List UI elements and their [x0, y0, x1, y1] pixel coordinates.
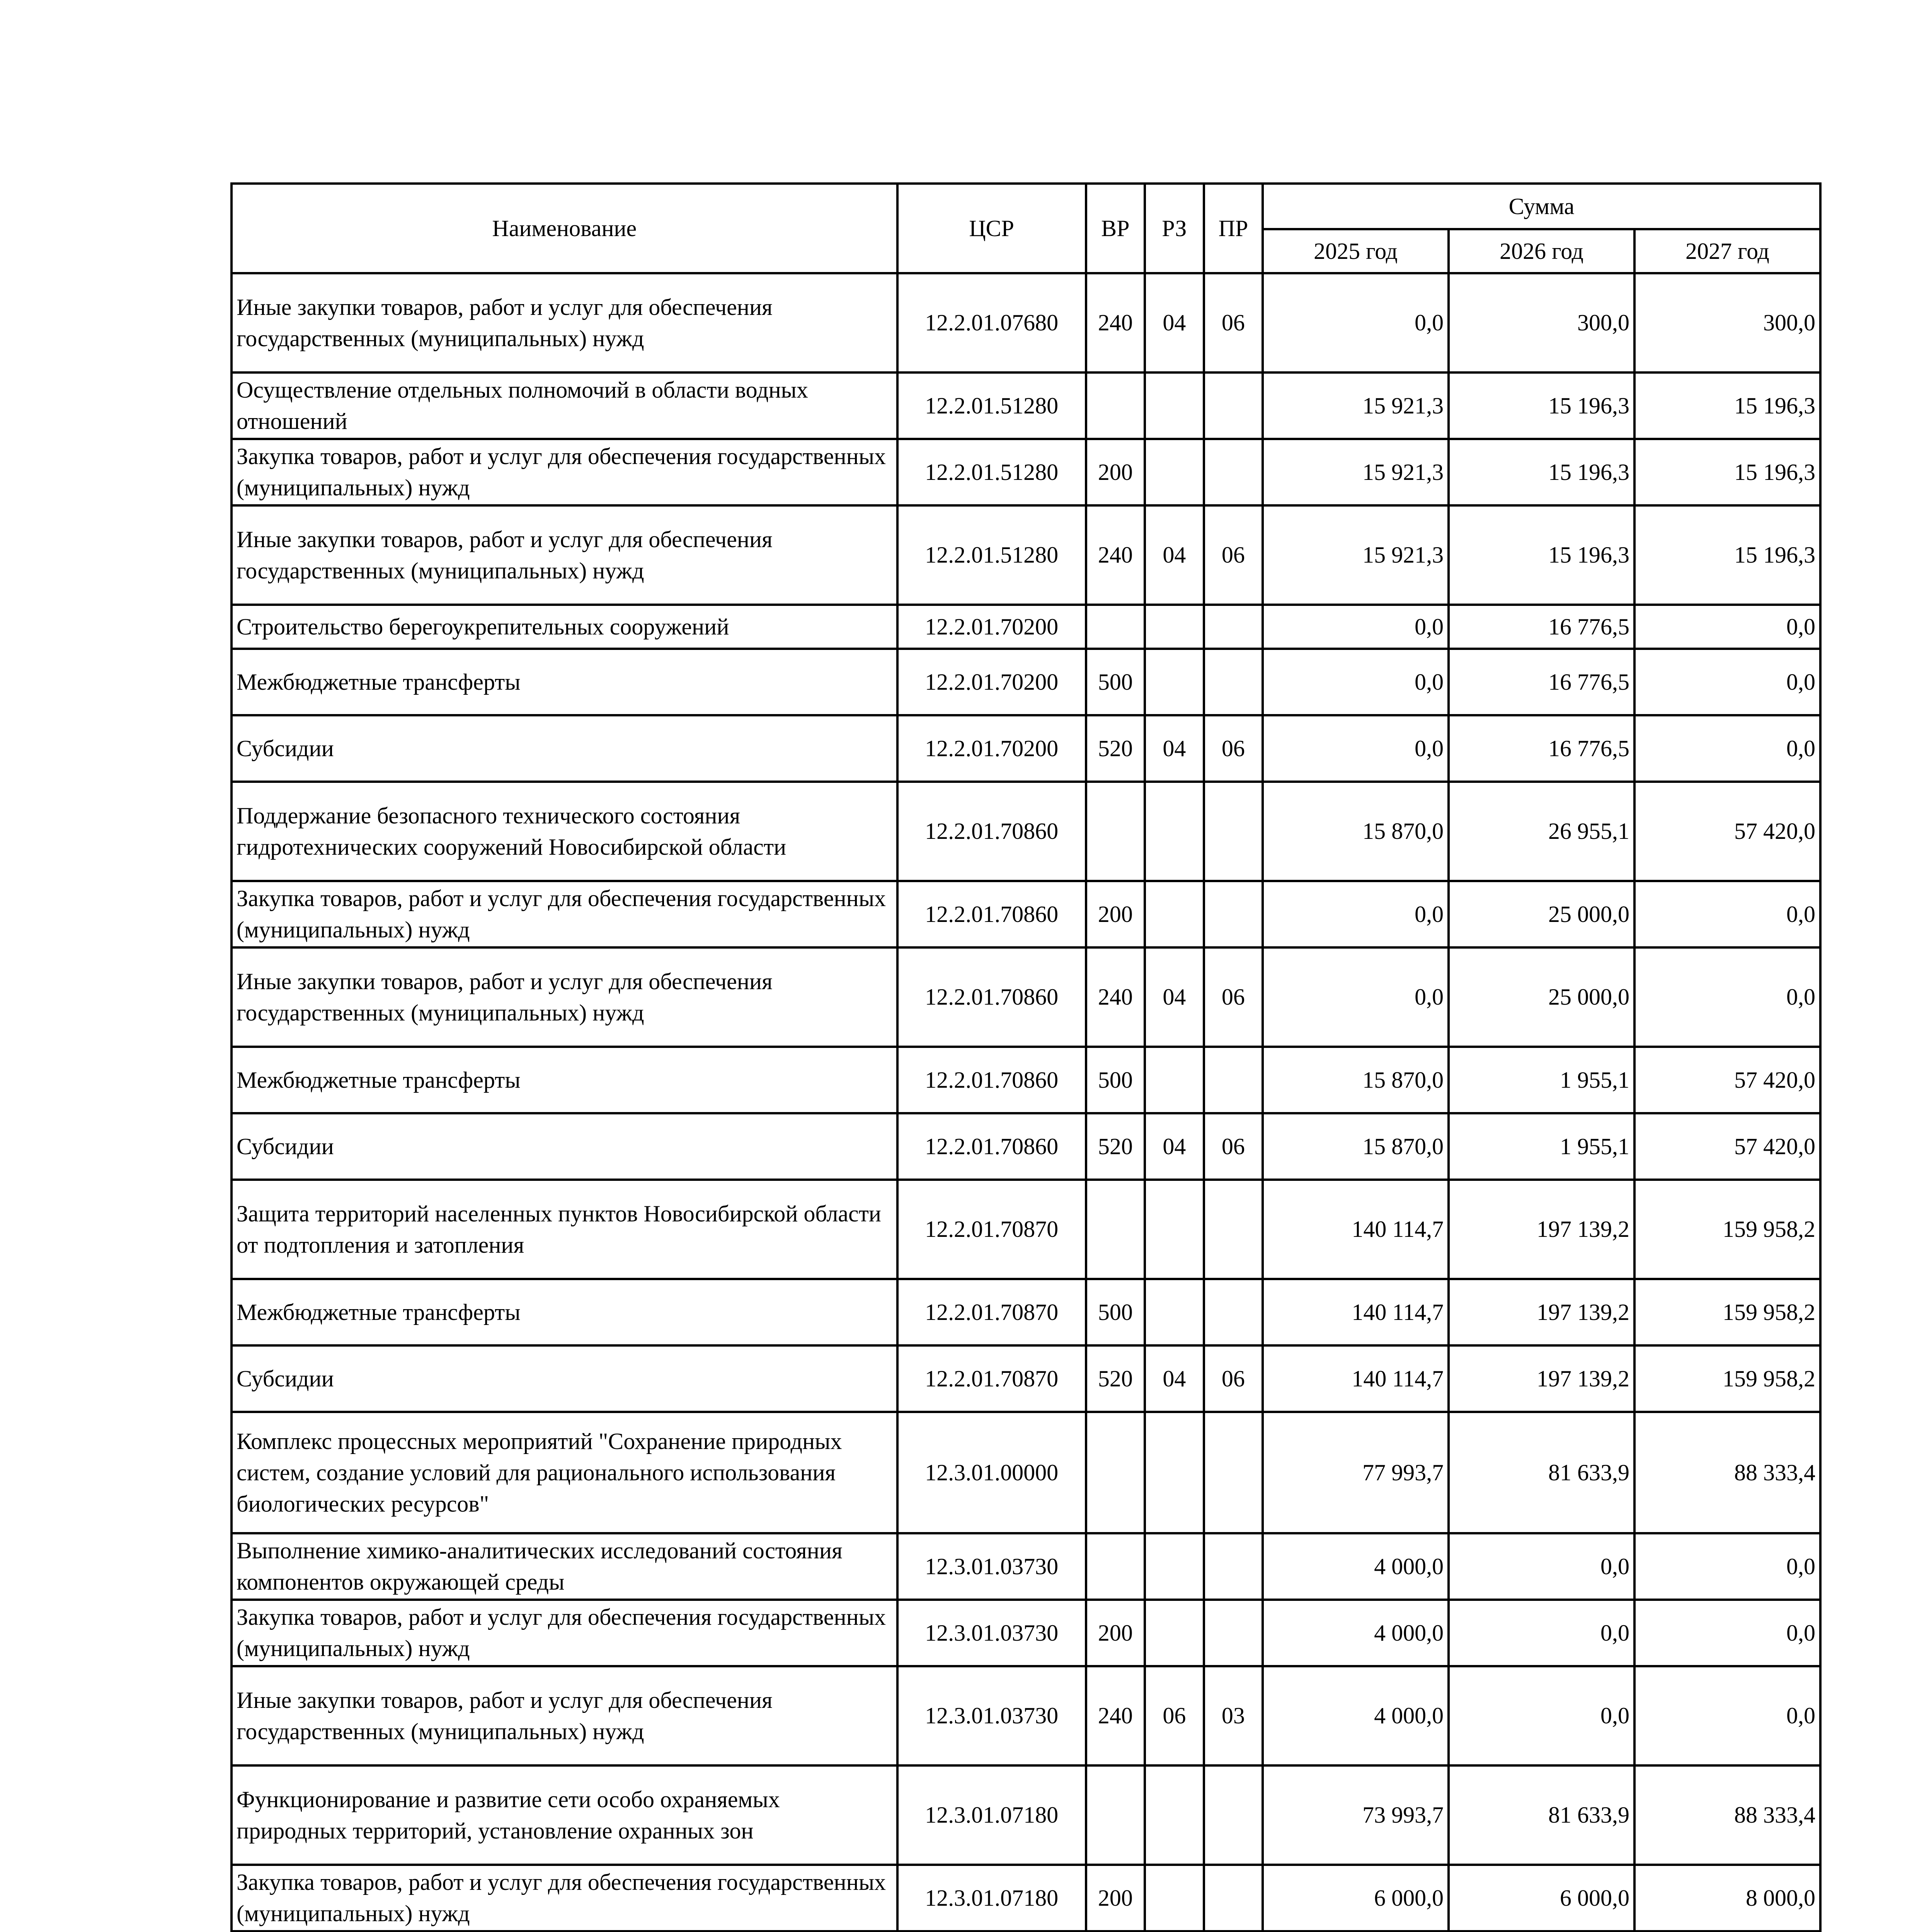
cell-2025: 15 870,0 — [1263, 1113, 1449, 1180]
cell-vr: 500 — [1086, 1047, 1145, 1113]
cell-2026: 81 633,9 — [1449, 1412, 1634, 1533]
cell-2025: 4 000,0 — [1263, 1666, 1449, 1765]
cell-vr — [1086, 1533, 1145, 1600]
cell-pr — [1204, 372, 1263, 439]
cell-vr: 200 — [1086, 881, 1145, 947]
cell-csr: 12.2.01.70200 — [897, 605, 1086, 649]
cell-2026: 197 139,2 — [1449, 1345, 1634, 1412]
cell-rz — [1145, 782, 1204, 881]
cell-csr: 12.2.01.51280 — [897, 372, 1086, 439]
cell-csr: 12.2.01.70860 — [897, 1113, 1086, 1180]
cell-name: Комплекс процессных мероприятий "Сохранение природных систем, создание условий для рационального использования биологических ресурсов" — [232, 1412, 897, 1533]
cell-rz — [1145, 649, 1204, 715]
cell-2025: 0,0 — [1263, 605, 1449, 649]
table-row — [232, 1765, 1820, 1865]
cell-2025: 6 000,0 — [1263, 1865, 1449, 1931]
cell-2027: 15 196,3 — [1634, 372, 1820, 439]
cell-vr — [1086, 1412, 1145, 1533]
table-row — [232, 505, 1820, 605]
cell-pr — [1204, 881, 1263, 947]
cell-csr: 12.3.01.07180 — [897, 1865, 1086, 1931]
cell-vr — [1086, 1765, 1145, 1865]
cell-rz — [1145, 1412, 1204, 1533]
cell-2027: 15 196,3 — [1634, 439, 1820, 505]
cell-vr: 500 — [1086, 1279, 1145, 1345]
cell-2027: 57 420,0 — [1634, 1047, 1820, 1113]
cell-2026: 300,0 — [1449, 273, 1634, 372]
cell-pr: 03 — [1204, 1666, 1263, 1765]
table-row — [232, 1047, 1820, 1113]
cell-name: Иные закупки товаров, работ и услуг для обеспечения государственных (муниципальных) нужд — [232, 1666, 897, 1765]
cell-2025: 15 921,3 — [1263, 505, 1449, 605]
cell-pr — [1204, 782, 1263, 881]
cell-csr: 12.2.01.70860 — [897, 782, 1086, 881]
cell-name: Субсидии — [232, 1113, 897, 1180]
cell-2027: 0,0 — [1634, 947, 1820, 1047]
cell-name: Межбюджетные трансферты — [232, 1279, 897, 1345]
cell-2027: 300,0 — [1634, 273, 1820, 372]
cell-csr: 12.3.01.03730 — [897, 1666, 1086, 1765]
cell-name: Защита территорий населенных пунктов Новосибирской области от подтопления и затопления — [232, 1180, 897, 1279]
cell-2025: 15 870,0 — [1263, 782, 1449, 881]
cell-name: Закупка товаров, работ и услуг для обеспечения государственных (муниципальных) нужд — [232, 881, 897, 947]
cell-vr: 500 — [1086, 649, 1145, 715]
table-row — [232, 1113, 1820, 1180]
cell-csr: 12.2.01.70200 — [897, 649, 1086, 715]
cell-2026: 197 139,2 — [1449, 1279, 1634, 1345]
cell-2027: 159 958,2 — [1634, 1279, 1820, 1345]
cell-rz: 04 — [1145, 715, 1204, 782]
header-csr: ЦСР — [897, 184, 1086, 273]
cell-2027: 0,0 — [1634, 1600, 1820, 1666]
cell-pr — [1204, 1765, 1263, 1865]
cell-rz — [1145, 439, 1204, 505]
cell-vr: 200 — [1086, 439, 1145, 505]
cell-2027: 0,0 — [1634, 1666, 1820, 1765]
cell-name: Иные закупки товаров, работ и услуг для обеспечения государственных (муниципальных) нужд — [232, 505, 897, 605]
cell-csr: 12.2.01.70200 — [897, 715, 1086, 782]
cell-2026: 16 776,5 — [1449, 715, 1634, 782]
cell-2027: 0,0 — [1634, 1533, 1820, 1600]
cell-2027: 0,0 — [1634, 649, 1820, 715]
cell-2025: 4 000,0 — [1263, 1533, 1449, 1600]
header-pr: ПР — [1204, 184, 1263, 273]
cell-rz — [1145, 1865, 1204, 1931]
cell-pr: 06 — [1204, 505, 1263, 605]
cell-2025: 15 921,3 — [1263, 372, 1449, 439]
cell-pr — [1204, 439, 1263, 505]
cell-2027: 8 000,0 — [1634, 1865, 1820, 1931]
cell-rz — [1145, 1533, 1204, 1600]
cell-csr: 12.2.01.70870 — [897, 1180, 1086, 1279]
cell-2027: 159 958,2 — [1634, 1180, 1820, 1279]
cell-rz: 04 — [1145, 1113, 1204, 1180]
cell-rz — [1145, 372, 1204, 439]
cell-csr: 12.2.01.51280 — [897, 439, 1086, 505]
cell-2026: 1 955,1 — [1449, 1047, 1634, 1113]
cell-2026: 0,0 — [1449, 1533, 1634, 1600]
cell-name: Закупка товаров, работ и услуг для обеспечения государственных (муниципальных) нужд — [232, 439, 897, 505]
cell-2026: 0,0 — [1449, 1600, 1634, 1666]
cell-vr: 520 — [1086, 1345, 1145, 1412]
table-row — [232, 947, 1820, 1047]
table-row — [232, 1180, 1820, 1279]
cell-pr: 06 — [1204, 273, 1263, 372]
cell-name: Поддержание безопасного технического состояния гидротехнических сооружений Новосибирской области — [232, 782, 897, 881]
cell-vr: 240 — [1086, 947, 1145, 1047]
header-2026: 2026 год — [1449, 229, 1634, 273]
cell-name: Межбюджетные трансферты — [232, 649, 897, 715]
cell-csr: 12.2.01.70860 — [897, 947, 1086, 1047]
table-row — [232, 881, 1820, 947]
cell-2026: 197 139,2 — [1449, 1180, 1634, 1279]
cell-pr — [1204, 1533, 1263, 1600]
cell-2027: 0,0 — [1634, 715, 1820, 782]
cell-vr — [1086, 372, 1145, 439]
table-row — [232, 605, 1820, 649]
cell-name: Иные закупки товаров, работ и услуг для обеспечения государственных (муниципальных) нужд — [232, 947, 897, 1047]
cell-2026: 15 196,3 — [1449, 372, 1634, 439]
cell-2025: 4 000,0 — [1263, 1600, 1449, 1666]
cell-2027: 57 420,0 — [1634, 1113, 1820, 1180]
cell-2026: 0,0 — [1449, 1666, 1634, 1765]
budget-table — [230, 182, 1822, 1932]
table-row — [232, 782, 1820, 881]
cell-vr — [1086, 1180, 1145, 1279]
cell-2027: 159 958,2 — [1634, 1345, 1820, 1412]
cell-rz — [1145, 881, 1204, 947]
table-row — [232, 1345, 1820, 1412]
cell-2025: 15 921,3 — [1263, 439, 1449, 505]
cell-rz: 04 — [1145, 1345, 1204, 1412]
cell-csr: 12.3.01.03730 — [897, 1533, 1086, 1600]
cell-2025: 0,0 — [1263, 715, 1449, 782]
cell-rz — [1145, 1279, 1204, 1345]
cell-2025: 140 114,7 — [1263, 1279, 1449, 1345]
cell-vr — [1086, 605, 1145, 649]
cell-pr — [1204, 1412, 1263, 1533]
header-rz: РЗ — [1145, 184, 1204, 273]
cell-rz: 04 — [1145, 947, 1204, 1047]
cell-csr: 12.2.01.07680 — [897, 273, 1086, 372]
cell-rz — [1145, 1600, 1204, 1666]
cell-2027: 88 333,4 — [1634, 1765, 1820, 1865]
cell-name: Субсидии — [232, 1345, 897, 1412]
cell-name: Функционирование и развитие сети особо охраняемых природных территорий, установление охранных зон — [232, 1765, 897, 1865]
cell-rz — [1145, 1765, 1204, 1865]
cell-2025: 77 993,7 — [1263, 1412, 1449, 1533]
cell-2026: 15 196,3 — [1449, 439, 1634, 505]
cell-name: Иные закупки товаров, работ и услуг для обеспечения государственных (муниципальных) нужд — [232, 273, 897, 372]
header-2025: 2025 год — [1263, 229, 1449, 273]
cell-2025: 0,0 — [1263, 273, 1449, 372]
cell-pr — [1204, 1180, 1263, 1279]
cell-csr: 12.2.01.70860 — [897, 881, 1086, 947]
cell-csr: 12.3.01.07180 — [897, 1765, 1086, 1865]
table-row — [232, 273, 1820, 372]
cell-2026: 6 000,0 — [1449, 1865, 1634, 1931]
cell-2026: 25 000,0 — [1449, 881, 1634, 947]
cell-2026: 16 776,5 — [1449, 649, 1634, 715]
table-row — [232, 439, 1820, 505]
cell-pr: 06 — [1204, 715, 1263, 782]
cell-csr: 12.2.01.70870 — [897, 1279, 1086, 1345]
table-row — [232, 1533, 1820, 1600]
table-body — [232, 273, 1820, 1932]
cell-2026: 15 196,3 — [1449, 505, 1634, 605]
cell-name: Строительство берегоукрепительных сооружений — [232, 605, 897, 649]
cell-2027: 57 420,0 — [1634, 782, 1820, 881]
cell-csr: 12.3.01.00000 — [897, 1412, 1086, 1533]
cell-rz — [1145, 605, 1204, 649]
table-header — [232, 184, 1820, 273]
cell-vr: 520 — [1086, 1113, 1145, 1180]
cell-2026: 26 955,1 — [1449, 782, 1634, 881]
cell-2025: 0,0 — [1263, 881, 1449, 947]
cell-pr — [1204, 649, 1263, 715]
cell-vr — [1086, 782, 1145, 881]
cell-2026: 81 633,9 — [1449, 1765, 1634, 1865]
cell-rz: 04 — [1145, 273, 1204, 372]
cell-name: Межбюджетные трансферты — [232, 1047, 897, 1113]
cell-vr: 200 — [1086, 1865, 1145, 1931]
header-2027: 2027 год — [1634, 229, 1820, 273]
cell-2026: 1 955,1 — [1449, 1113, 1634, 1180]
cell-2025: 0,0 — [1263, 649, 1449, 715]
cell-pr: 06 — [1204, 1345, 1263, 1412]
cell-rz — [1145, 1047, 1204, 1113]
table-row — [232, 649, 1820, 715]
cell-name: Субсидии — [232, 715, 897, 782]
cell-2025: 140 114,7 — [1263, 1180, 1449, 1279]
header-name: Наименование — [232, 184, 897, 273]
cell-2027: 15 196,3 — [1634, 505, 1820, 605]
cell-rz: 04 — [1145, 505, 1204, 605]
cell-2027: 0,0 — [1634, 605, 1820, 649]
table-row — [232, 1865, 1820, 1931]
table-row — [232, 1600, 1820, 1666]
cell-name: Выполнение химико-аналитических исследований состояния компонентов окружающей среды — [232, 1533, 897, 1600]
cell-pr — [1204, 1279, 1263, 1345]
cell-2027: 0,0 — [1634, 881, 1820, 947]
cell-vr: 200 — [1086, 1600, 1145, 1666]
cell-pr — [1204, 605, 1263, 649]
cell-name: Закупка товаров, работ и услуг для обеспечения государственных (муниципальных) нужд — [232, 1600, 897, 1666]
cell-csr: 12.2.01.51280 — [897, 505, 1086, 605]
table-row — [232, 1279, 1820, 1345]
table-row — [232, 1412, 1820, 1533]
table-row — [232, 372, 1820, 439]
cell-name: Закупка товаров, работ и услуг для обеспечения государственных (муниципальных) нужд — [232, 1865, 897, 1931]
cell-2025: 15 870,0 — [1263, 1047, 1449, 1113]
table-row — [232, 715, 1820, 782]
cell-vr: 520 — [1086, 715, 1145, 782]
cell-pr — [1204, 1047, 1263, 1113]
cell-2025: 73 993,7 — [1263, 1765, 1449, 1865]
table-row — [232, 1666, 1820, 1765]
cell-rz: 06 — [1145, 1666, 1204, 1765]
cell-rz — [1145, 1180, 1204, 1279]
cell-csr: 12.3.01.03730 — [897, 1600, 1086, 1666]
cell-vr: 240 — [1086, 1666, 1145, 1765]
header-vr: ВР — [1086, 184, 1145, 273]
cell-vr: 240 — [1086, 273, 1145, 372]
header-sum: Сумма — [1263, 184, 1820, 229]
cell-pr: 06 — [1204, 947, 1263, 1047]
cell-name: Осуществление отдельных полномочий в области водных отношений — [232, 372, 897, 439]
cell-2026: 16 776,5 — [1449, 605, 1634, 649]
cell-csr: 12.2.01.70870 — [897, 1345, 1086, 1412]
cell-csr: 12.2.01.70860 — [897, 1047, 1086, 1113]
cell-vr: 240 — [1086, 505, 1145, 605]
cell-2026: 25 000,0 — [1449, 947, 1634, 1047]
cell-pr — [1204, 1600, 1263, 1666]
cell-pr: 06 — [1204, 1113, 1263, 1180]
cell-2027: 88 333,4 — [1634, 1412, 1820, 1533]
cell-2025: 140 114,7 — [1263, 1345, 1449, 1412]
cell-pr — [1204, 1865, 1263, 1931]
cell-2025: 0,0 — [1263, 947, 1449, 1047]
